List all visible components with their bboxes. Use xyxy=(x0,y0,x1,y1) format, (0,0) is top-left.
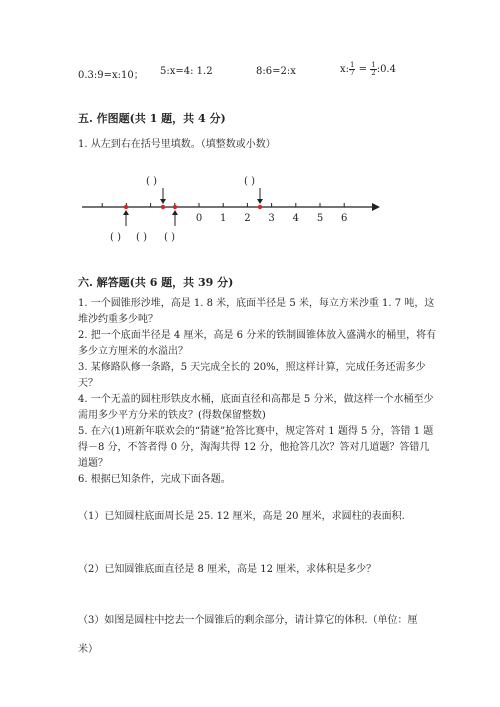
top-bracket-2: ( ) xyxy=(244,176,255,187)
equation-4-suffix: :0.4 xyxy=(376,64,396,75)
number-line-arrow xyxy=(372,203,380,211)
marked-point-2 xyxy=(161,205,165,209)
equation-4 xyxy=(340,62,396,77)
section-6-question-6: 6. 根据已知条件，完成下面各题。 xyxy=(78,474,231,485)
subquestion-3-continued: 米） xyxy=(78,644,98,655)
number-line-tick-label: 5 xyxy=(316,213,324,224)
number-line-tick-label: 1 xyxy=(220,213,227,224)
bottom-bracket-3: ( ) xyxy=(164,232,175,243)
marked-point-1 xyxy=(124,205,128,209)
top-arrow-2-head xyxy=(257,199,263,204)
subquestion-2: （2）已知圆锥底面直径是 8 厘米，高是 12 厘米，求体积是多少？ xyxy=(78,564,377,575)
number-line-tick-label: 4 xyxy=(292,213,299,224)
section-5-title: 五. 作图题(共 1 题，共 4 分) xyxy=(78,112,226,125)
subquestion-1: （1）已知圆柱底面周长是 25. 12 厘米，高是 20 厘米，求圆柱的表面积. xyxy=(78,511,405,522)
section-6-question-2: 2. 把一个底面半径是 4 厘米，高是 6 分米的铁制圆锥体放入盛满水的桶里，将有多少立方厘米的水溢出？ xyxy=(78,330,437,357)
top-bracket-1: ( ) xyxy=(146,176,157,187)
equation-4-prefix: x: xyxy=(340,64,350,75)
number-line-tick-label: 2 xyxy=(244,213,251,224)
section-5-question-1: 1. 从左到右在括号里填数。（填整数或小数） xyxy=(78,139,276,150)
number-line-figure xyxy=(78,170,388,250)
top-arrow-1-head xyxy=(160,199,166,204)
number-line-tick-label: 3 xyxy=(268,213,275,224)
section-6-question-3: 3. 某修路队修一条路，5 天完成全长的 20%，照这样计算，完成任务还需多少天？ xyxy=(78,362,426,389)
number-line-tick-labels xyxy=(196,213,348,224)
number-line-tick-label: 6 xyxy=(341,213,348,224)
equation-4-equals: = xyxy=(355,64,371,75)
marked-point-3 xyxy=(173,205,177,209)
fraction-2-numerator: 1 xyxy=(371,61,376,69)
section-6-question-1: 1. 一个圆锥形沙堆，高是 1. 8 米，底面半径是 5 米，每立方米沙重 1. 7 吨，这堆沙约重多少吨？ xyxy=(78,298,435,325)
equation-2: 5:x=4: 1.2 xyxy=(160,66,213,77)
fraction-1-denominator: 7 xyxy=(350,69,355,77)
bottom-arrow-1-head xyxy=(123,210,129,215)
fraction-1-numerator: 1 xyxy=(350,61,355,69)
marked-point-4 xyxy=(258,205,262,209)
subquestion-3: （3）如图是圆柱中挖去一个圆锥后的剩余部分，请计算它的体积.（单位：厘 xyxy=(78,615,418,626)
section-6-title: 六. 解答题(共 6 题，共 39 分) xyxy=(78,276,234,289)
bottom-bracket-1: ( ) xyxy=(110,232,121,243)
bottom-arrow-2-head xyxy=(172,210,178,215)
number-line-ticks xyxy=(102,203,344,207)
equation-1: 0.3:9=x:10； xyxy=(78,70,144,81)
section-6-question-5: 5. 在六(1)班新年联欢会的“猜谜”抢答比赛中，规定答对 1 题得 5 分，答错 1 题得－8 分，不答者得 0 分，淘淘共得 12 分，他抢答几次？答对几道题？答错几道题？ xyxy=(78,426,434,469)
section-6-question-4: 4. 一个无盖的圆柱形铁皮水桶，底面直径和高都是 5 分米，做这样一个水桶至少需用多少平方分米的铁皮？(得数保留整数) xyxy=(78,394,434,421)
equation-3: 8:6=2:x xyxy=(256,66,296,77)
fraction-2-denominator: 2 xyxy=(371,69,376,77)
number-line-tick-label: 0 xyxy=(195,213,203,224)
bottom-bracket-2: ( ) xyxy=(136,232,147,243)
